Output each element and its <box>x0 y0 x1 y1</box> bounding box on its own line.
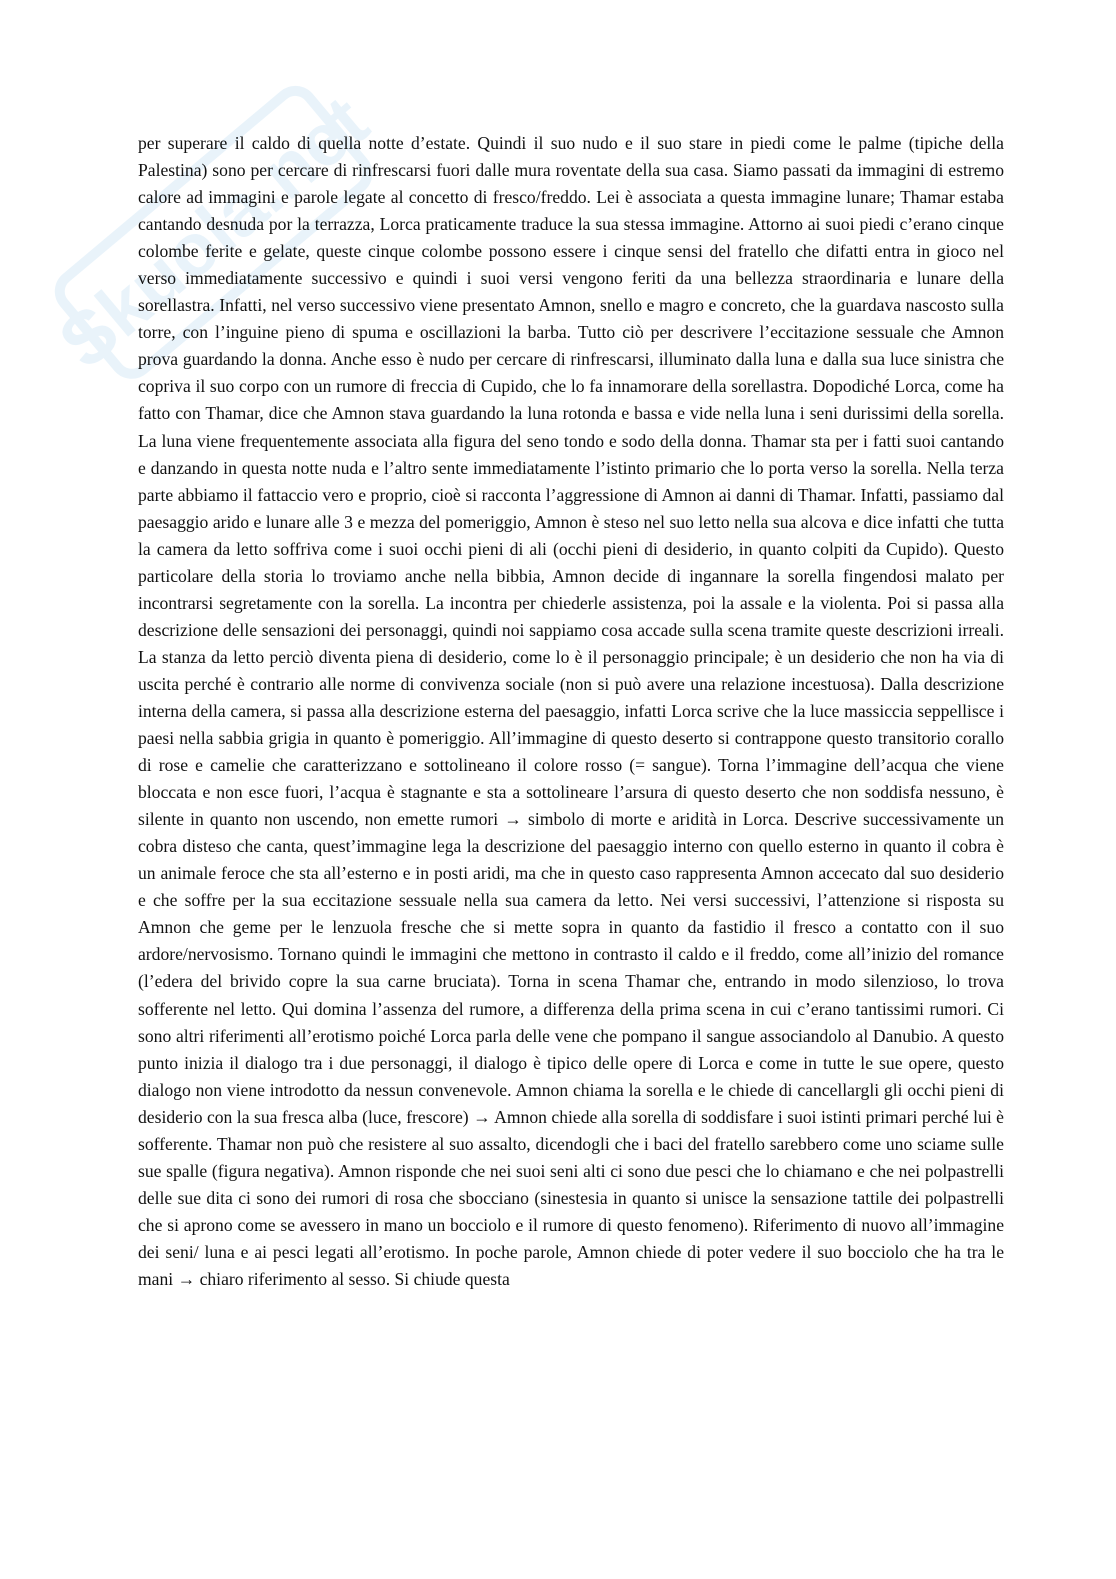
document-body <box>138 130 1004 1293</box>
body-paragraph: per superare il caldo di quella notte d’estate. Quindi il suo nudo e il suo stare in piedi come le palme (tipiche della Palestina) sono per cercare di rinfrescarsi fuori dalle mura roventate della sua casa. Siamo passati da immagini di estremo calore ad immagini e parole legate al concetto di fresco/freddo. Lei è associata a questa immagine lunare; Thamar estaba cantando desnuda por la terrazza, Lorca praticamente traduce la sua stessa immagine. Attorno ai suoi piedi c’erano cinque colombe ferite e gelate, queste cinque colombe possono essere i cinque sensi del fratello che difatti entra in gioco nel verso immediatamente successivo e quindi i suoi versi vengono feriti da una bellezza straordinaria e lunare della sorellastra. Infatti, nel verso successivo viene presentato Amnon, snello e magro e concreto, che la guardava nascosto sulla torre, con l’inguine pieno di spuma e oscillazioni la barba. Tutto ciò per descrivere l’eccitazione sessuale che Amnon prova guardando la donna. Anche esso è nudo per cercare di rinfrescarsi, illuminato dalla luna e dalla sua luce sinistra che copriva il suo corpo con un rumore di freccia di Cupido, che lo fa innamorare della sorellastra. Dopodiché Lorca, come ha fatto con Thamar, dice che Amnon stava guardando la luna rotonda e bassa e vide nella luna i seni durissimi della sorella. La luna viene frequentemente associata alla figura del seno tondo e sodo della donna. Thamar sta per i fatti suoi cantando e danzando in questa notte nuda e l’altro sente immediatamente l’istinto primario che lo porta verso la sorella. Nella terza parte abbiamo il fattaccio vero e proprio, cioè si racconta l’aggressione di Amnon ai danni di Thamar. Infatti, passiamo dal paesaggio arido e lunare alle 3 e mezza del pomeriggio, Amnon è steso nel suo letto nella sua alcova e dice infatti che tutta la camera da letto soffriva come i suoi occhi pieni di ali (occhi pieni di desiderio, in quanto colpiti da Cupido). Questo particolare della storia lo troviamo anche nella bibbia, Amnon decide di ingannare la sorella fingendosi malato per incontrarsi segretamente con la sorella. La incontra per chiederle assistenza, poi la assale e la violenta. Poi si passa alla descrizione delle sensazioni dei personaggi, quindi noi sappiamo cosa accade sulla scena tramite queste descrizioni irreali. La stanza da letto perciò diventa piena di desiderio, come lo è il personaggio principale; è un desiderio che non ha via di uscita perché è contrario alle norme di convivenza sociale (non si può avere una relazione incestuosa). Dalla descrizione interna della camera, si passa alla descrizione esterna del paesaggio, infatti Lorca scrive che la luce massiccia seppellisce i paesi nella sabbia grigia in quanto è pomeriggio. All’immagine di questo deserto si contrappone questo transitorio corallo di rose e camelie che caratterizzano e sottolineano il colore rosso (= sangue). Torna l’immagine dell’acqua che viene bloccata e non esce fuori, l’acqua è stagnante e sta a sottolineare l’arsura di questo deserto che non soddisfa nessuno, è silente in quanto non uscendo, non emette rumori → simbolo di morte e aridità in Lorca. Descrive successivamente un cobra disteso che canta, quest’immagine lega la descrizione del paesaggio interno con quello esterno in quanto il cobra è un animale feroce che sta all’esterno e in posti aridi, ma che in questo caso rappresenta Amnon accecato dal suo desiderio e che soffre per la sua eccitazione sessuale nella sua camera da letto. Nei versi successivi, l’attenzione si risposta su Amnon che geme per le lenzuola fresche che si mette sopra in quanto da fastidio il fresco a contatto con il suo ardore/nervosismo. Tornano quindi le immagini che mettono in contrasto il caldo e il freddo, come all’inizio del romance (l’edera del brivido copre la sua carne bruciata). Torna in scena Thamar che, entrando in modo silenzioso, lo trova sofferente nel letto. Qui domina l’assenza del rumore, a differenza della prima scena in cui c’erano tantissimi rumori. Ci sono altri riferimenti all’erotismo poiché Lorca parla delle vene che pompano il sangue associandolo al Danubio. A questo punto inizia il dialogo tra i due personaggi, il dialogo è tipico delle opere di Lorca e come in tutte le sue opere, questo dialogo non viene introdotto da nessun convenevole. Amnon chiama la sorella e le chiede di cancellargli gli occhi pieni di desiderio con la sua fresca alba (luce, frescore) → Amnon chiede alla sorella di soddisfare i suoi istinti primari perché lui è sofferente. Thamar non può che resistere al suo assalto, dicendogli che i baci del fratello sarebbero come uno sciame sulle sue spalle (figura negativa). Amnon risponde che nei suoi seni alti ci sono due pesci che lo chiamano e che nei polpastrelli delle sue dita ci sono dei rumori di rosa che sbocciano (sinestesia in quanto si unisce la sensazione tattile dei polpastrelli che si aprono come se avessero in mano un bocciolo e il rumore di questo fenomeno). Riferimento di nuovo all’immagine dei seni/ luna e ai pesci legati all’erotismo. In poche parole, Amnon chiede di poter vedere il suo bocciolo che ha tra le mani → chiaro riferimento al sesso. Si chiude questa <box>138 133 1004 1289</box>
watermark-text: Skuola.net <box>43 79 384 385</box>
